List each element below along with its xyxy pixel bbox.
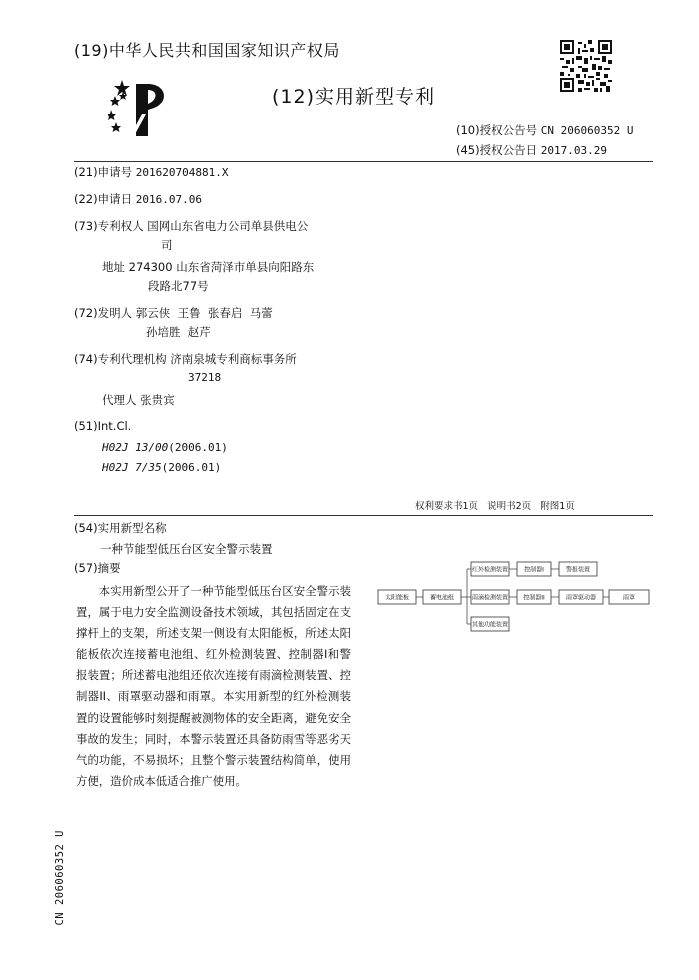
section-divider bbox=[74, 515, 653, 516]
diagram-box-infrared bbox=[471, 562, 509, 576]
svg-text:雨罩驱动器: 雨罩驱动器 bbox=[565, 594, 597, 602]
patent-agency bbox=[74, 351, 297, 367]
address bbox=[102, 259, 314, 275]
publication-date-value: 2017.03.29 bbox=[540, 144, 607, 157]
abstract-label: (57)摘要 bbox=[74, 561, 121, 575]
agent-value: 张贵宾 bbox=[140, 393, 175, 407]
diagram-box-cover bbox=[609, 590, 649, 604]
patentee-label: (73)专利权人 bbox=[74, 219, 144, 233]
int-cl-1-code: H02J 13/00 bbox=[102, 441, 169, 454]
svg-text:太阳能板: 太阳能板 bbox=[384, 594, 410, 602]
patent-type-title: (12)实用新型专利 bbox=[272, 86, 436, 108]
utility-name-label: (54)实用新型名称 bbox=[74, 521, 167, 535]
svg-text:警报装置: 警报装置 bbox=[565, 566, 591, 574]
diagram-box-battery bbox=[423, 590, 461, 604]
patentee-line1: 国网山东省电力公司单县供电公 bbox=[147, 219, 309, 233]
svg-text:蓄电池组: 蓄电池组 bbox=[429, 594, 455, 602]
publication-number-value: CN 206060352 U bbox=[540, 124, 634, 137]
publication-date-label: (45)授权公告日 bbox=[456, 143, 538, 157]
office-name: (19)中华人民共和国国家知识产权局 bbox=[74, 41, 340, 60]
application-number-label: (21)申请号 bbox=[74, 165, 133, 179]
patent-agency-code: 37218 bbox=[188, 371, 222, 384]
abstract-text bbox=[76, 581, 351, 792]
int-cl-1 bbox=[102, 440, 228, 454]
inventors-label: (72)发明人 bbox=[74, 306, 133, 320]
abstract-paragraph: 本实用新型公开了一种节能型低压台区安全警示装置，属于电力安全监测设备技术领域，其包括固定在支撑杆上的支架，所述支架一侧设有太阳能板，所述太阳能板依次连接蓄电池组、红外检测装置、控制器I和警报装置；所述蓄电池组还依次连接有雨滴检测装置、控制器II、雨罩驱动器和雨罩。本实用新型的红外检测装置的设置能够时刻提醒被测物体的安全距离，避免安全事故的发生；同时，本警示装置还具备防雨雪等恶劣天气的功能，不易损坏；且整个警示装置结构简单，使用方便，造价成本低适合推广使用。 bbox=[76, 584, 351, 788]
header-divider bbox=[74, 161, 653, 162]
diagram-box-controller-2 bbox=[517, 590, 551, 604]
int-cl-label: (51)Int.Cl. bbox=[74, 419, 132, 433]
int-cl-2-version: (2006.01) bbox=[161, 461, 222, 474]
diagram-box-alarm bbox=[559, 562, 597, 576]
int-cl-1-version: (2006.01) bbox=[168, 441, 228, 454]
application-number bbox=[74, 164, 228, 180]
int-cl-2-code: H02J 7/35 bbox=[102, 461, 162, 474]
patentee-line2: 司 bbox=[161, 238, 173, 252]
inventors-line2: 孙培胜 赵芹 bbox=[146, 325, 211, 339]
side-publication-number: CN 206060352 U bbox=[54, 830, 66, 926]
application-date-value: 2016.07.06 bbox=[135, 193, 202, 206]
diagram-box-solar bbox=[378, 590, 416, 604]
application-date-label: (22)申请日 bbox=[74, 192, 133, 206]
svg-text:控制器I: 控制器I bbox=[524, 566, 544, 574]
application-date bbox=[74, 191, 202, 207]
svg-text:控制器II: 控制器II bbox=[523, 594, 545, 602]
address-label: 地址 bbox=[102, 260, 125, 274]
int-cl-2 bbox=[102, 460, 221, 474]
patent-agency-label: (74)专利代理机构 bbox=[74, 352, 167, 366]
inventors bbox=[74, 305, 273, 321]
diagram-box-cover-drive bbox=[559, 590, 603, 604]
publication-number-label: (10)授权公告号 bbox=[456, 123, 538, 137]
patent-agency-line1: 济南泉城专利商标事务所 bbox=[170, 352, 297, 366]
publication-number bbox=[456, 122, 633, 138]
application-number-value: 201620704881.X bbox=[135, 166, 229, 179]
address-line2: 段路北77号 bbox=[148, 279, 209, 293]
inventors-line1: 郭云侠 王鲁 张春启 马蕾 bbox=[135, 306, 273, 320]
qr-code-icon bbox=[560, 40, 612, 92]
address-line1: 274300 山东省菏泽市单县向阳路东 bbox=[128, 260, 315, 274]
svg-text:雨滴检测装置: 雨滴检测装置 bbox=[471, 594, 509, 602]
utility-name: 一种节能型低压台区安全警示装置 bbox=[100, 542, 273, 556]
block-diagram bbox=[377, 560, 662, 632]
agent-label: 代理人 bbox=[102, 393, 137, 407]
agent bbox=[102, 392, 175, 408]
page-counts: 权利要求书1页 说明书2页 附图1页 bbox=[415, 501, 575, 512]
patentee bbox=[74, 218, 308, 234]
svg-text:雨罩: 雨罩 bbox=[622, 594, 636, 602]
diagram-box-controller-1 bbox=[517, 562, 551, 576]
svg-text:红外检测装置: 红外检测装置 bbox=[471, 566, 509, 574]
sipo-logo-icon bbox=[108, 78, 172, 140]
svg-text:其他功能装置: 其他功能装置 bbox=[471, 621, 509, 629]
diagram-box-rain-detect bbox=[471, 590, 509, 604]
publication-date bbox=[456, 142, 607, 158]
diagram-box-extra bbox=[471, 617, 509, 631]
